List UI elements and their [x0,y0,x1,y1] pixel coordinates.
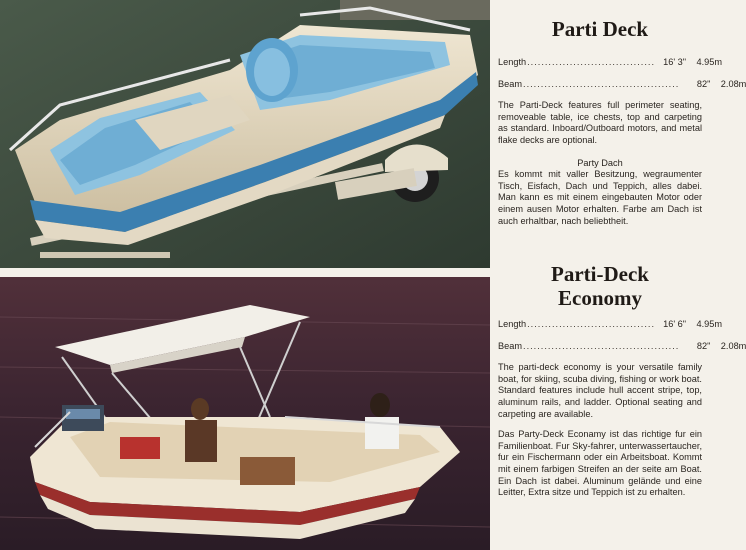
parti-deck-photo [0,0,490,268]
beam-metric: 2.08m [720,78,746,89]
german-heading: Party Dach [577,157,623,168]
leader-dots: .................................... [527,319,656,329]
beam-label: Beam [498,78,523,89]
description-english: The parti-deck economy is your versatile family boat, for skiing, scuba diving, fishing or work boat. Standard features include hull accent stripe, top, aluminum rails, and ladder. Optional seating and carpeting are available. [498,362,702,419]
leader-dots: ............................................ [523,340,680,351]
length-metric: 4.95m [696,319,723,329]
beam-value: 82" [696,340,711,351]
leader-dots: ............................................ [523,78,680,89]
parti-deck-economy-photo [0,277,490,550]
length-label: Length [498,319,527,329]
beam-value: 82" [696,78,711,89]
economy-title-line2: Economy [558,286,642,310]
beam-label: Beam [498,340,523,351]
beam-spec [498,78,746,91]
length-label: Length [498,57,527,67]
parti-deck-panel [498,17,746,227]
length-metric: 4.95m [696,57,723,67]
length-value: 16' 3" [663,57,687,67]
beam-spec [498,340,746,353]
parti-deck-title: Parti Deck [551,17,649,41]
economy-title-line1: Parti-Deck [551,262,649,286]
description-german: Das Party-Deck Econamy ist das richtige fur ein Familienboat. Fur Sky-fahrer, unterwassertaucher, fur ein Fischermann oder ein Arbeitsboat. Kommt mit einem farbigen Streifen an der seite am Boat. Ein Dach ist dabei. Aluminum gelände und eine Leitter, Extra sitze und Teppich ist zu erhalten. [498,429,702,498]
parti-deck-economy-panel [498,262,746,499]
length-spec [498,319,723,331]
length-spec [498,57,723,69]
leader-dots: .................................... [527,57,656,67]
description-german: Es kommt mit valler Besitzung, wegraumenter Tisch, Eisfach, Dach und Teppich, alles dabei. Man kann es mit einem eingebauten Motor oder einem ausen Motor erhalten. Farbe am Dach ist auch erhaltbar, nach beliebtheit. [498,169,702,226]
length-value: 16' 6" [663,319,687,329]
beam-metric: 2.08m [720,340,746,351]
description-english: The Parti-Deck features full perimeter seating, removeable table, ice chests, top and carpeting as standard. Inboard/Outboard motors, and metal flake decks are optional. [498,100,702,145]
